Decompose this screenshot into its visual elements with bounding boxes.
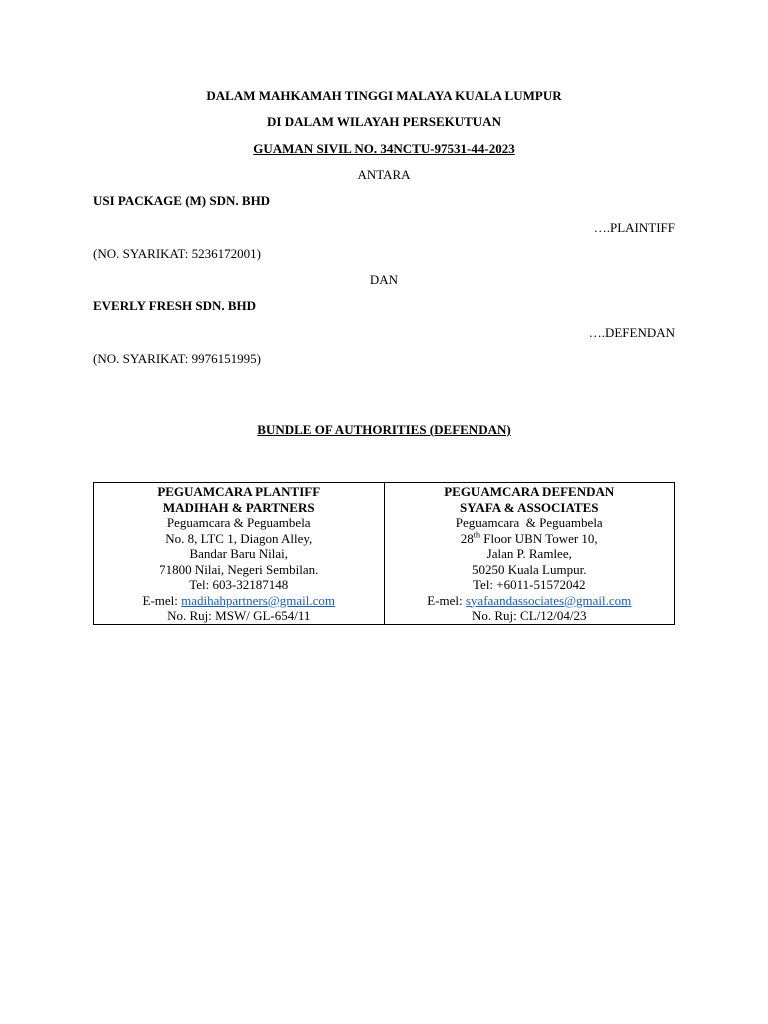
defendant-address-line-1-rest: Floor UBN Tower 10, [480, 530, 598, 546]
court-heading: DALAM MAHKAMAH TINGGI MALAYA KUALA LUMPUR [206, 88, 562, 103]
defendant-floor-suffix: th [473, 530, 481, 540]
counsel-table [93, 482, 675, 625]
between-label: ANTARA [357, 167, 411, 182]
defendant-role: ….DEFENDAN [588, 325, 675, 340]
defendant-name: EVERLY FRESH SDN. BHD [93, 298, 257, 313]
plaintiff-tel: Tel: 603-32187148 [189, 577, 289, 592]
plaintiff-role: ….PLAINTIFF [593, 220, 675, 235]
defendant-counsel-cell [384, 483, 675, 625]
plaintiff-email-label: E-mel: [142, 592, 182, 608]
defendant-floor-number: 28 [460, 530, 474, 546]
plaintiff-email-line [98, 593, 380, 609]
defendant-firm-title: Peguamcara & Peguambela [455, 515, 603, 530]
plaintiff-firm-name: MADIHAH & PARTNERS [162, 499, 315, 515]
defendant-reference: No. Ruj: CL/12/04/23 [472, 608, 587, 623]
plaintiff-email-link[interactable]: madihahpartners@gmail.com [181, 592, 335, 608]
plaintiff-counsel-heading: PEGUAMCARA PLANTIFF [157, 484, 321, 499]
plaintiff-firm-title: Peguamcara & Peguambela [166, 515, 311, 530]
defendant-address-line-2: Jalan P. Ramlee, [486, 546, 572, 561]
defendant-email-link[interactable]: syafaandassociates@gmail.com [465, 592, 632, 608]
defendant-address-line-1 [389, 531, 671, 547]
defendant-email-line [389, 593, 671, 609]
plaintiff-address-line-3: 71800 Nilai, Negeri Sembilan. [159, 561, 319, 577]
and-label: DAN [369, 272, 399, 287]
defendant-email-label: E-mel: [427, 592, 466, 608]
defendant-firm-name: SYAFA & ASSOCIATES [460, 499, 599, 515]
plaintiff-reference: No. Ruj: MSW/ GL-654/11 [167, 608, 311, 623]
table-row [94, 483, 675, 625]
defendant-registration: (NO. SYARIKAT: 9976151995) [93, 351, 261, 366]
jurisdiction-heading: DI DALAM WILAYAH PERSEKUTUAN [267, 114, 501, 129]
plaintiff-registration: (NO. SYARIKAT: 5236172001) [93, 246, 261, 261]
plaintiff-counsel-cell [94, 483, 385, 625]
document-title: BUNDLE OF AUTHORITIES (DEFENDAN) [257, 422, 511, 437]
plaintiff-name: USI PACKAGE (M) SDN. BHD [93, 193, 271, 208]
defendant-counsel-heading: PEGUAMCARA DEFENDAN [444, 484, 615, 499]
case-number: GUAMAN SIVIL NO. 34NCTU-97531-44-2023 [253, 141, 515, 156]
plaintiff-address-line-2: Bandar Baru Nilai, [189, 546, 289, 561]
defendant-address-line-3: 50250 Kuala Lumpur. [472, 561, 587, 577]
plaintiff-address-line-1: No. 8, LTC 1, Diagon Alley, [165, 530, 313, 546]
defendant-tel: Tel: +6011-51572042 [473, 577, 586, 592]
